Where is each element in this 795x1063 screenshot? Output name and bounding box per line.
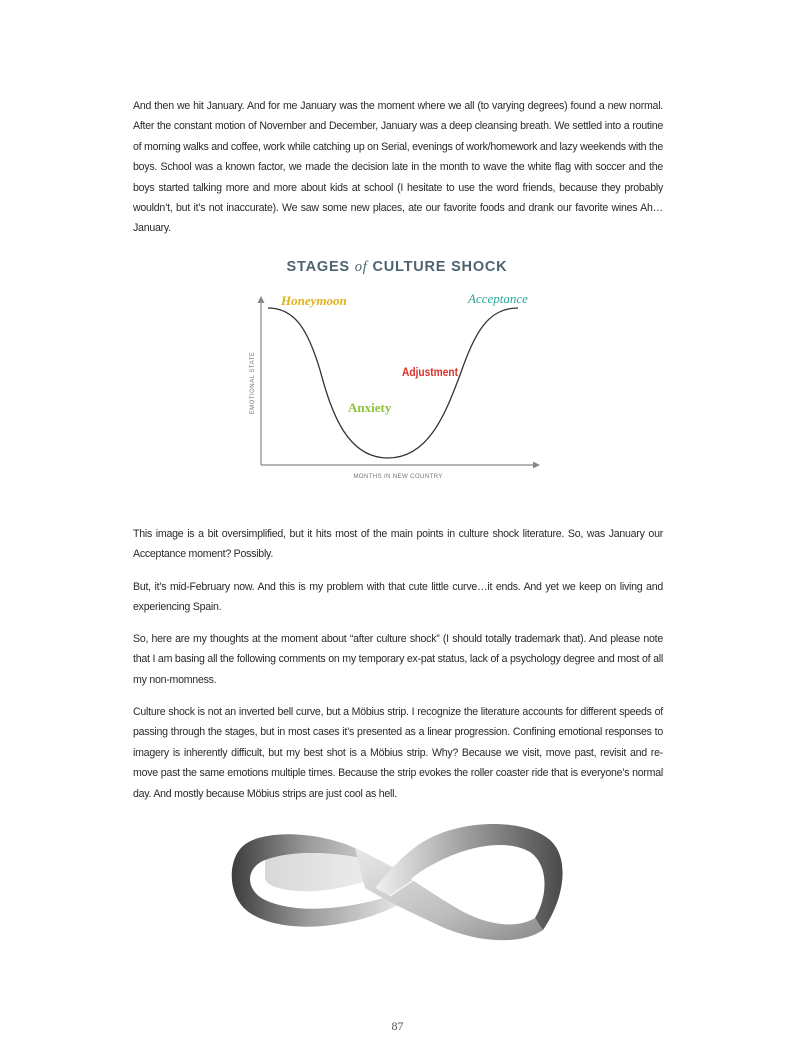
x-axis-label: MONTHS IN NEW COUNTRY — [353, 473, 443, 480]
stage-label-acceptance: Acceptance — [468, 291, 528, 306]
chart-axes — [258, 296, 541, 469]
paragraph-mid-february: But, it’s mid-February now. And this is my problem with that cute little curve…it ends. And yet we keep on living and experiencing Spain. — [133, 581, 663, 614]
figure-title-of: of — [354, 259, 368, 275]
figure-title-pre: STAGES — [286, 259, 355, 275]
stage-label-honeymoon: Honeymoon — [281, 293, 347, 308]
x-axis-arrow-icon — [533, 462, 540, 469]
stage-label-anxiety: Anxiety — [348, 400, 392, 415]
culture-shock-stages-figure — [240, 250, 555, 485]
mobius-strip-image — [225, 818, 570, 946]
y-axis-arrow-icon — [258, 296, 265, 303]
stage-label-adjustment: Adjustment — [402, 366, 459, 380]
page-number: 87 — [391, 1019, 404, 1033]
paragraph-after-culture-shock: So, here are my thoughts at the moment about “after culture shock” (I should totally trademark that). And please note that I am basing all the following comments on my temporary ex-pat status, lack of a psychology degree and most of all my non-momness. — [133, 633, 663, 686]
figure-title-post: CULTURE SHOCK — [367, 259, 508, 275]
paragraph-january: And then we hit January. And for me January was the moment where we all (to varying degrees) found a new normal. After the constant motion of November and December, January was a deep cleansing breath. We settled into a routine of morning walks and coffee, work while catching up on Serial, evenings of work/homework and lazy weekends with the boys. School was a known factor, we made the decision late in the month to wave the white flag with soccer and the boys started talking more and more about kids at school (I hesitate to use the word friends, because they probably wouldn’t, but it’s not inaccurate). We saw some new places, ate our favorite foods and drank our favorite wines Ah…January. — [133, 100, 663, 235]
culture-shock-curve — [268, 308, 518, 458]
mobius-right-band — [375, 824, 563, 930]
paragraph-mobius: Culture shock is not an inverted bell curve, but a Möbius strip. I recognize the literature accounts for different speeds of passing through the stages, but in most cases it’s presented as a linear progression. Confining emotional responses to imagery is inherently difficult, but my best shot is a Möbius strip. Why? Because we visit, move past, revisit and re-move past the same emotions multiple times. Because the strip evokes the roller coaster ride that is everyone’s normal day. And mostly because Möbius strips are just cool as hell. — [133, 706, 663, 800]
figure-title — [287, 259, 508, 275]
paragraph-oversimplified: This image is a bit oversimplified, but it hits most of the main points in culture shock literature. So, was January our Acceptance moment? Possibly. — [133, 528, 663, 561]
y-axis-label: EMOTIONAL STATE — [250, 351, 256, 415]
